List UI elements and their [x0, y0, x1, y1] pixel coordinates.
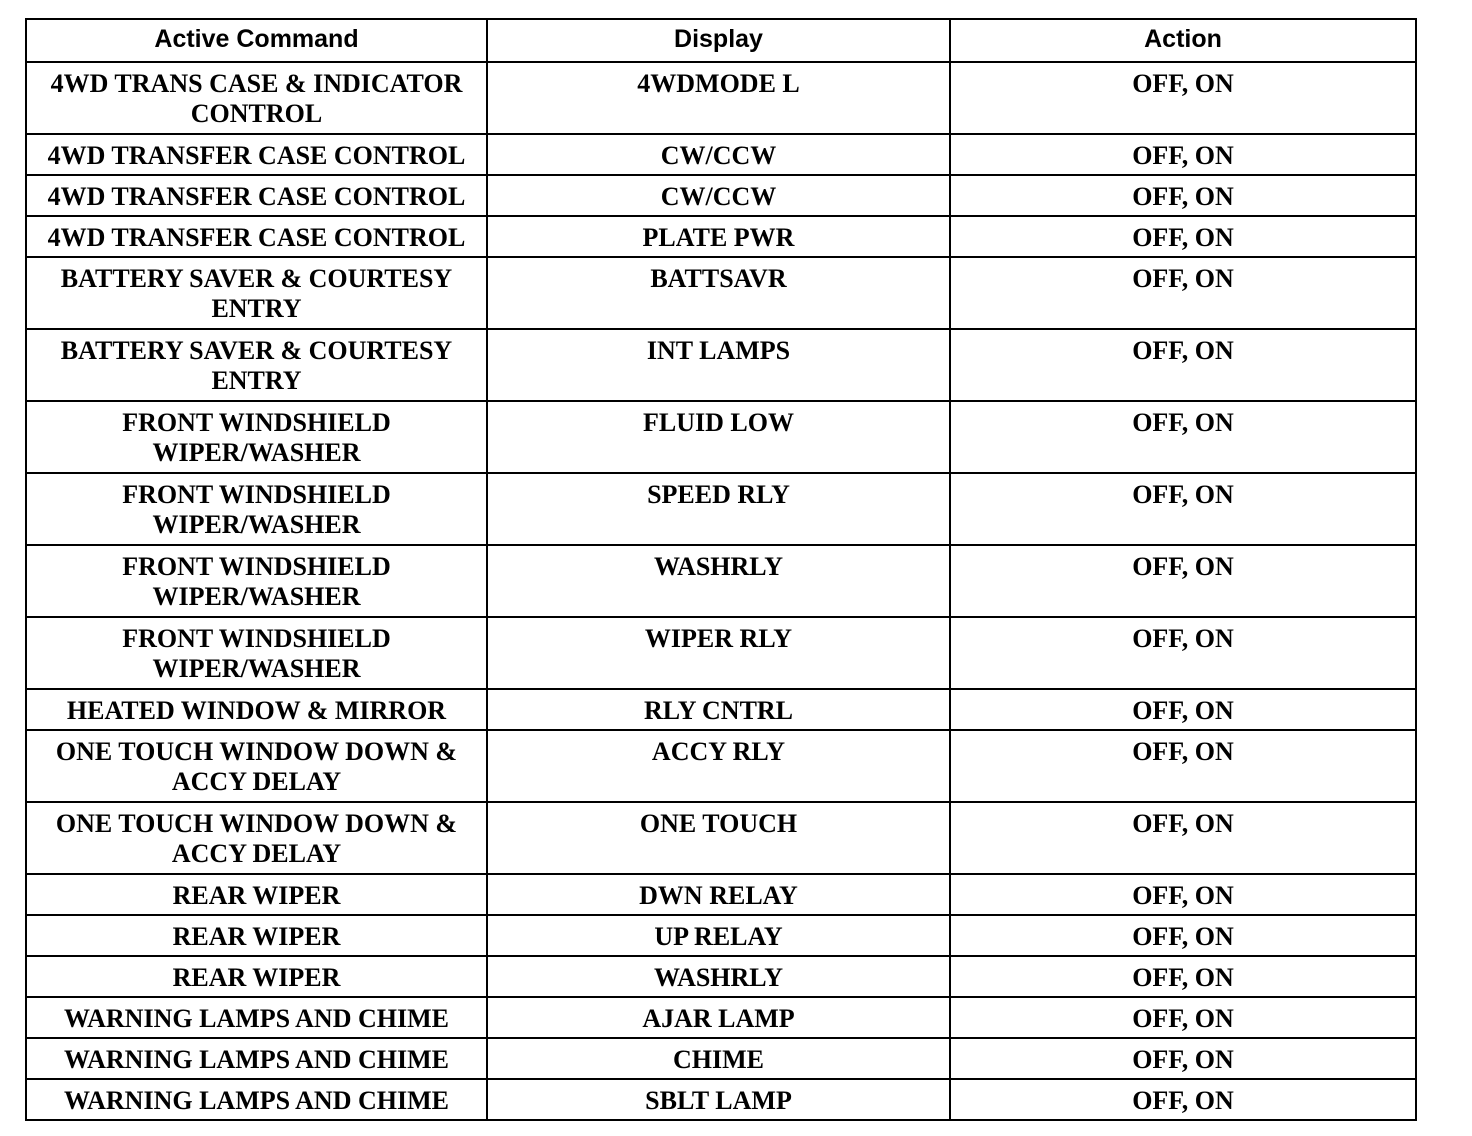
cell-command: ONE TOUCH WINDOW DOWN & ACCY DELAY [26, 730, 487, 802]
table-row [26, 617, 1416, 689]
table-row [26, 1038, 1416, 1079]
table-row [26, 874, 1416, 915]
cell-display: WASHRLY [487, 956, 950, 997]
cell-command: REAR WIPER [26, 915, 487, 956]
cell-display: PLATE PWR [487, 216, 950, 257]
cell-action: OFF, ON [950, 730, 1416, 802]
table-row [26, 329, 1416, 401]
cell-action: OFF, ON [950, 257, 1416, 329]
cell-action: OFF, ON [950, 62, 1416, 134]
cell-display: ACCY RLY [487, 730, 950, 802]
cell-action: OFF, ON [950, 617, 1416, 689]
table-row [26, 216, 1416, 257]
cell-action: OFF, ON [950, 545, 1416, 617]
header-display: Display [487, 19, 950, 62]
table-row [26, 956, 1416, 997]
cell-command: 4WD TRANSFER CASE CONTROL [26, 175, 487, 216]
cell-command: FRONT WINDSHIELD WIPER/WASHER [26, 617, 487, 689]
cell-command: FRONT WINDSHIELD WIPER/WASHER [26, 401, 487, 473]
table-row [26, 401, 1416, 473]
table-row [26, 175, 1416, 216]
cell-command: WARNING LAMPS AND CHIME [26, 1079, 487, 1120]
cell-action: OFF, ON [950, 915, 1416, 956]
table-row [26, 545, 1416, 617]
cell-action: OFF, ON [950, 401, 1416, 473]
active-command-table [25, 18, 1417, 1121]
table-row [26, 62, 1416, 134]
cell-display: AJAR LAMP [487, 997, 950, 1038]
cell-display: DWN RELAY [487, 874, 950, 915]
cell-action: OFF, ON [950, 689, 1416, 730]
table-body [26, 62, 1416, 1120]
cell-action: OFF, ON [950, 473, 1416, 545]
cell-command: REAR WIPER [26, 956, 487, 997]
table-row [26, 134, 1416, 175]
cell-display: WASHRLY [487, 545, 950, 617]
cell-command: BATTERY SAVER & COURTESY ENTRY [26, 257, 487, 329]
cell-action: OFF, ON [950, 216, 1416, 257]
cell-action: OFF, ON [950, 1038, 1416, 1079]
cell-display: SPEED RLY [487, 473, 950, 545]
cell-command: 4WD TRANSFER CASE CONTROL [26, 134, 487, 175]
cell-display: CW/CCW [487, 175, 950, 216]
cell-action: OFF, ON [950, 1079, 1416, 1120]
cell-display: FLUID LOW [487, 401, 950, 473]
header-active-command: Active Command [26, 19, 487, 62]
active-command-table-container [25, 18, 1415, 1121]
table-row [26, 689, 1416, 730]
header-row [26, 19, 1416, 62]
header-action: Action [950, 19, 1416, 62]
cell-display: 4WDMODE L [487, 62, 950, 134]
cell-display: ONE TOUCH [487, 802, 950, 874]
cell-action: OFF, ON [950, 874, 1416, 915]
cell-display: BATTSAVR [487, 257, 950, 329]
table-row [26, 997, 1416, 1038]
cell-command: FRONT WINDSHIELD WIPER/WASHER [26, 545, 487, 617]
cell-display: SBLT LAMP [487, 1079, 950, 1120]
cell-command: HEATED WINDOW & MIRROR [26, 689, 487, 730]
cell-command: WARNING LAMPS AND CHIME [26, 997, 487, 1038]
table-row [26, 257, 1416, 329]
table-row [26, 915, 1416, 956]
table-row [26, 1079, 1416, 1120]
table-row [26, 473, 1416, 545]
cell-action: OFF, ON [950, 956, 1416, 997]
cell-action: OFF, ON [950, 802, 1416, 874]
table-row [26, 802, 1416, 874]
table-row [26, 730, 1416, 802]
cell-command: ONE TOUCH WINDOW DOWN & ACCY DELAY [26, 802, 487, 874]
cell-command: FRONT WINDSHIELD WIPER/WASHER [26, 473, 487, 545]
cell-action: OFF, ON [950, 175, 1416, 216]
cell-display: UP RELAY [487, 915, 950, 956]
cell-action: OFF, ON [950, 997, 1416, 1038]
cell-command: 4WD TRANS CASE & INDICATOR CONTROL [26, 62, 487, 134]
cell-command: REAR WIPER [26, 874, 487, 915]
cell-display: RLY CNTRL [487, 689, 950, 730]
cell-display: WIPER RLY [487, 617, 950, 689]
cell-command: 4WD TRANSFER CASE CONTROL [26, 216, 487, 257]
table-header [26, 19, 1416, 62]
cell-display: INT LAMPS [487, 329, 950, 401]
cell-command: BATTERY SAVER & COURTESY ENTRY [26, 329, 487, 401]
cell-action: OFF, ON [950, 329, 1416, 401]
cell-command: WARNING LAMPS AND CHIME [26, 1038, 487, 1079]
cell-display: CHIME [487, 1038, 950, 1079]
cell-action: OFF, ON [950, 134, 1416, 175]
cell-display: CW/CCW [487, 134, 950, 175]
